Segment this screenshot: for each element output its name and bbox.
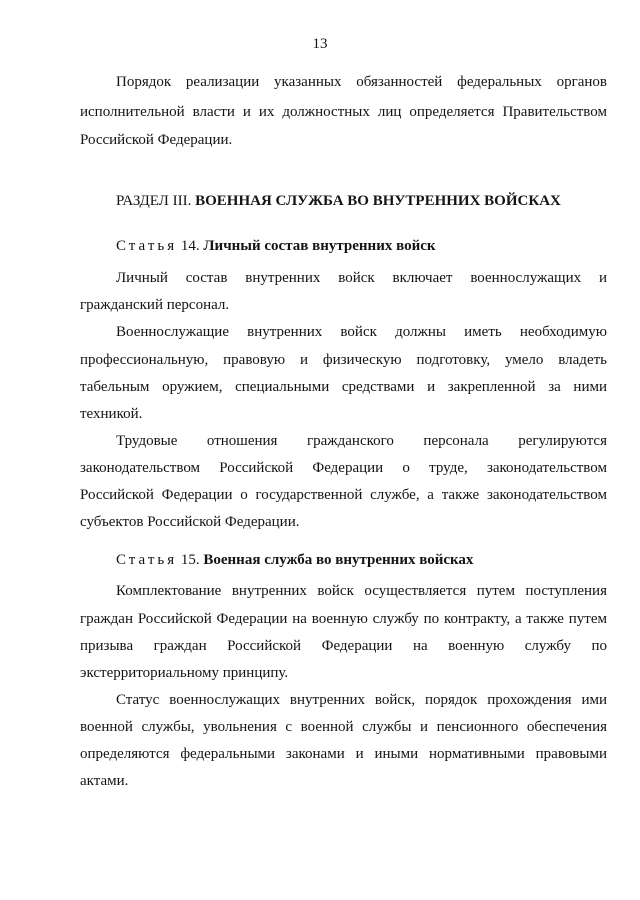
a14-p3-line-4: субъектов Российской Федерации. xyxy=(80,514,300,530)
section-title: ВОЕННАЯ СЛУЖБА ВО ВНУТРЕННИХ ВОЙСКАХ xyxy=(195,193,561,209)
page-number: 13 xyxy=(312,36,328,52)
a14-p3-line-3: Российской Федерации о государственной службе, а также законодательством xyxy=(80,487,607,503)
article-title: Военная служба во внутренних войсках xyxy=(203,552,474,568)
a15-p1-line-1: Комплектование внутренних войск осуществляется путем поступления xyxy=(116,583,607,599)
a14-p1-line-1: Личный состав внутренних войск включает военнослужащих и xyxy=(116,270,607,286)
article-14-heading xyxy=(116,236,607,256)
article-word: Статья xyxy=(116,552,178,568)
intro-line-3: Российской Федерации. xyxy=(80,132,233,148)
article-word: Статья xyxy=(116,238,178,254)
a14-p3-line-1: Трудовые отношения гражданского персонала регулируются xyxy=(116,433,607,449)
a14-p1-line-2: гражданский персонал. xyxy=(80,297,230,313)
a14-p3-line-2: законодательством Российской Федерации о труде, законодательством xyxy=(80,460,607,476)
section-label: РАЗДЕЛ III. xyxy=(116,193,192,209)
a15-p1-line-3: призыва граждан Российской Федерации на военную службу по xyxy=(80,638,607,654)
a14-p2-line-3: табельным оружием, специальными средствами и закрепленной за ними xyxy=(80,379,607,395)
a14-p2-line-1: Военнослужащие внутренних войск должны иметь необходимую xyxy=(116,324,607,340)
article-number: 15. xyxy=(180,552,200,568)
intro-line-2: исполнительной власти и их должностных лиц определяется Правительством xyxy=(80,104,607,120)
a14-p2-line-4: техникой. xyxy=(80,406,143,422)
a15-p2-line-1: Статус военнослужащих внутренних войск, порядок прохождения ими xyxy=(116,692,607,708)
a15-p2-line-3: определяются федеральными законами и иными нормативными правовыми xyxy=(80,746,607,762)
a14-p2-line-2: профессиональную, правовую и физическую подготовку, умело владеть xyxy=(80,352,607,368)
article-number: 14. xyxy=(180,238,200,254)
intro-line-1: Порядок реализации указанных обязанностей федеральных органов xyxy=(116,74,607,90)
a15-p2-line-2: военной службы, увольнения с военной службы и пенсионного обеспечения xyxy=(80,719,607,735)
article-title: Личный состав внутренних войск xyxy=(203,238,436,254)
a15-p1-line-2: граждан Российской Федерации на военную службу по контракту, а также путем xyxy=(80,611,607,627)
section-heading xyxy=(116,191,561,211)
article-15-heading xyxy=(116,550,607,570)
a15-p2-line-4: актами. xyxy=(80,773,129,789)
a15-p1-line-4: экстерриториальному принципу. xyxy=(80,665,289,681)
